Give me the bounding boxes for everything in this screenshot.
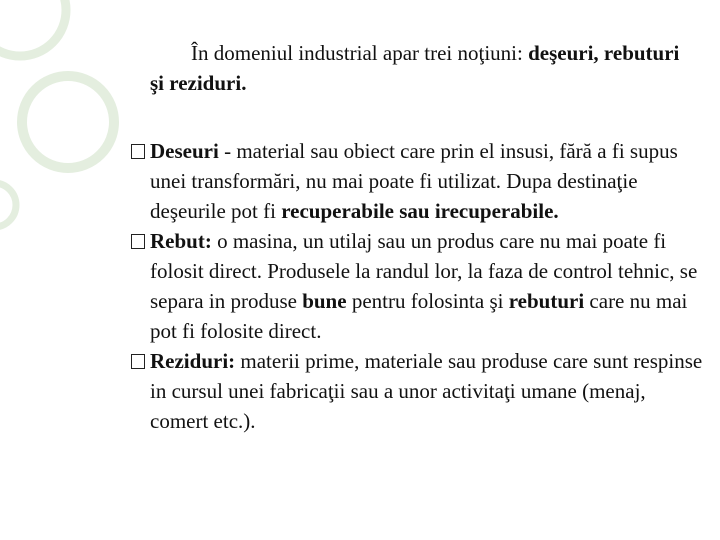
- checkbox-bullet-icon: [131, 234, 145, 249]
- definition-list: [130, 136, 705, 436]
- intro-text: În domeniul industrial apar trei noţiuni:: [191, 41, 529, 65]
- checkbox-bullet-icon: [131, 354, 145, 369]
- definition-rebut-part3: care nu mai pot fi folosite direct.: [150, 289, 688, 343]
- list-item-deseuri: [130, 136, 705, 226]
- decorative-arc-medium: [22, 76, 114, 168]
- checkbox-bullet-icon: [131, 144, 145, 159]
- definition-rebut-part1: o masina, un utilaj sau un produs care nu mai poate fi folosit direct. Produsele la randul lor, la faza de control tehnic, se separa in produse: [150, 229, 698, 313]
- term-rebut: Rebut:: [150, 229, 212, 253]
- decorative-circles: [0, 0, 130, 250]
- list-item-reziduri: [130, 346, 705, 436]
- term-deseuri: Deseuri: [150, 139, 219, 163]
- intro-paragraph: [150, 38, 690, 98]
- emphasis-rebuturi: rebuturi: [508, 289, 585, 313]
- emphasis-bune: bune: [302, 289, 347, 313]
- definition-deseuri: - material sau obiect care prin el insusi, fără a fi supus unei transformări, nu mai poate fi utilizat. Dupa destinaţie deşeurile pot fi: [150, 139, 678, 223]
- intro-bold-terms: deşeuri, rebuturi şi reziduri.: [150, 41, 680, 95]
- term-reziduri: Reziduri:: [150, 349, 236, 373]
- definition-rebut-part2: pentru folosinta şi: [346, 289, 509, 313]
- decorative-arc-large: [0, 0, 66, 56]
- emphasis-recuperabile: recuperabile sau irecuperabile.: [281, 199, 559, 223]
- decorative-arc-small: [0, 183, 16, 227]
- list-item-rebut: [130, 226, 705, 346]
- definition-reziduri: materii prime, materiale sau produse care sunt respinse in cursul unei fabricaţii sau a unor activitaţi umane (menaj, comert etc.).: [150, 349, 703, 433]
